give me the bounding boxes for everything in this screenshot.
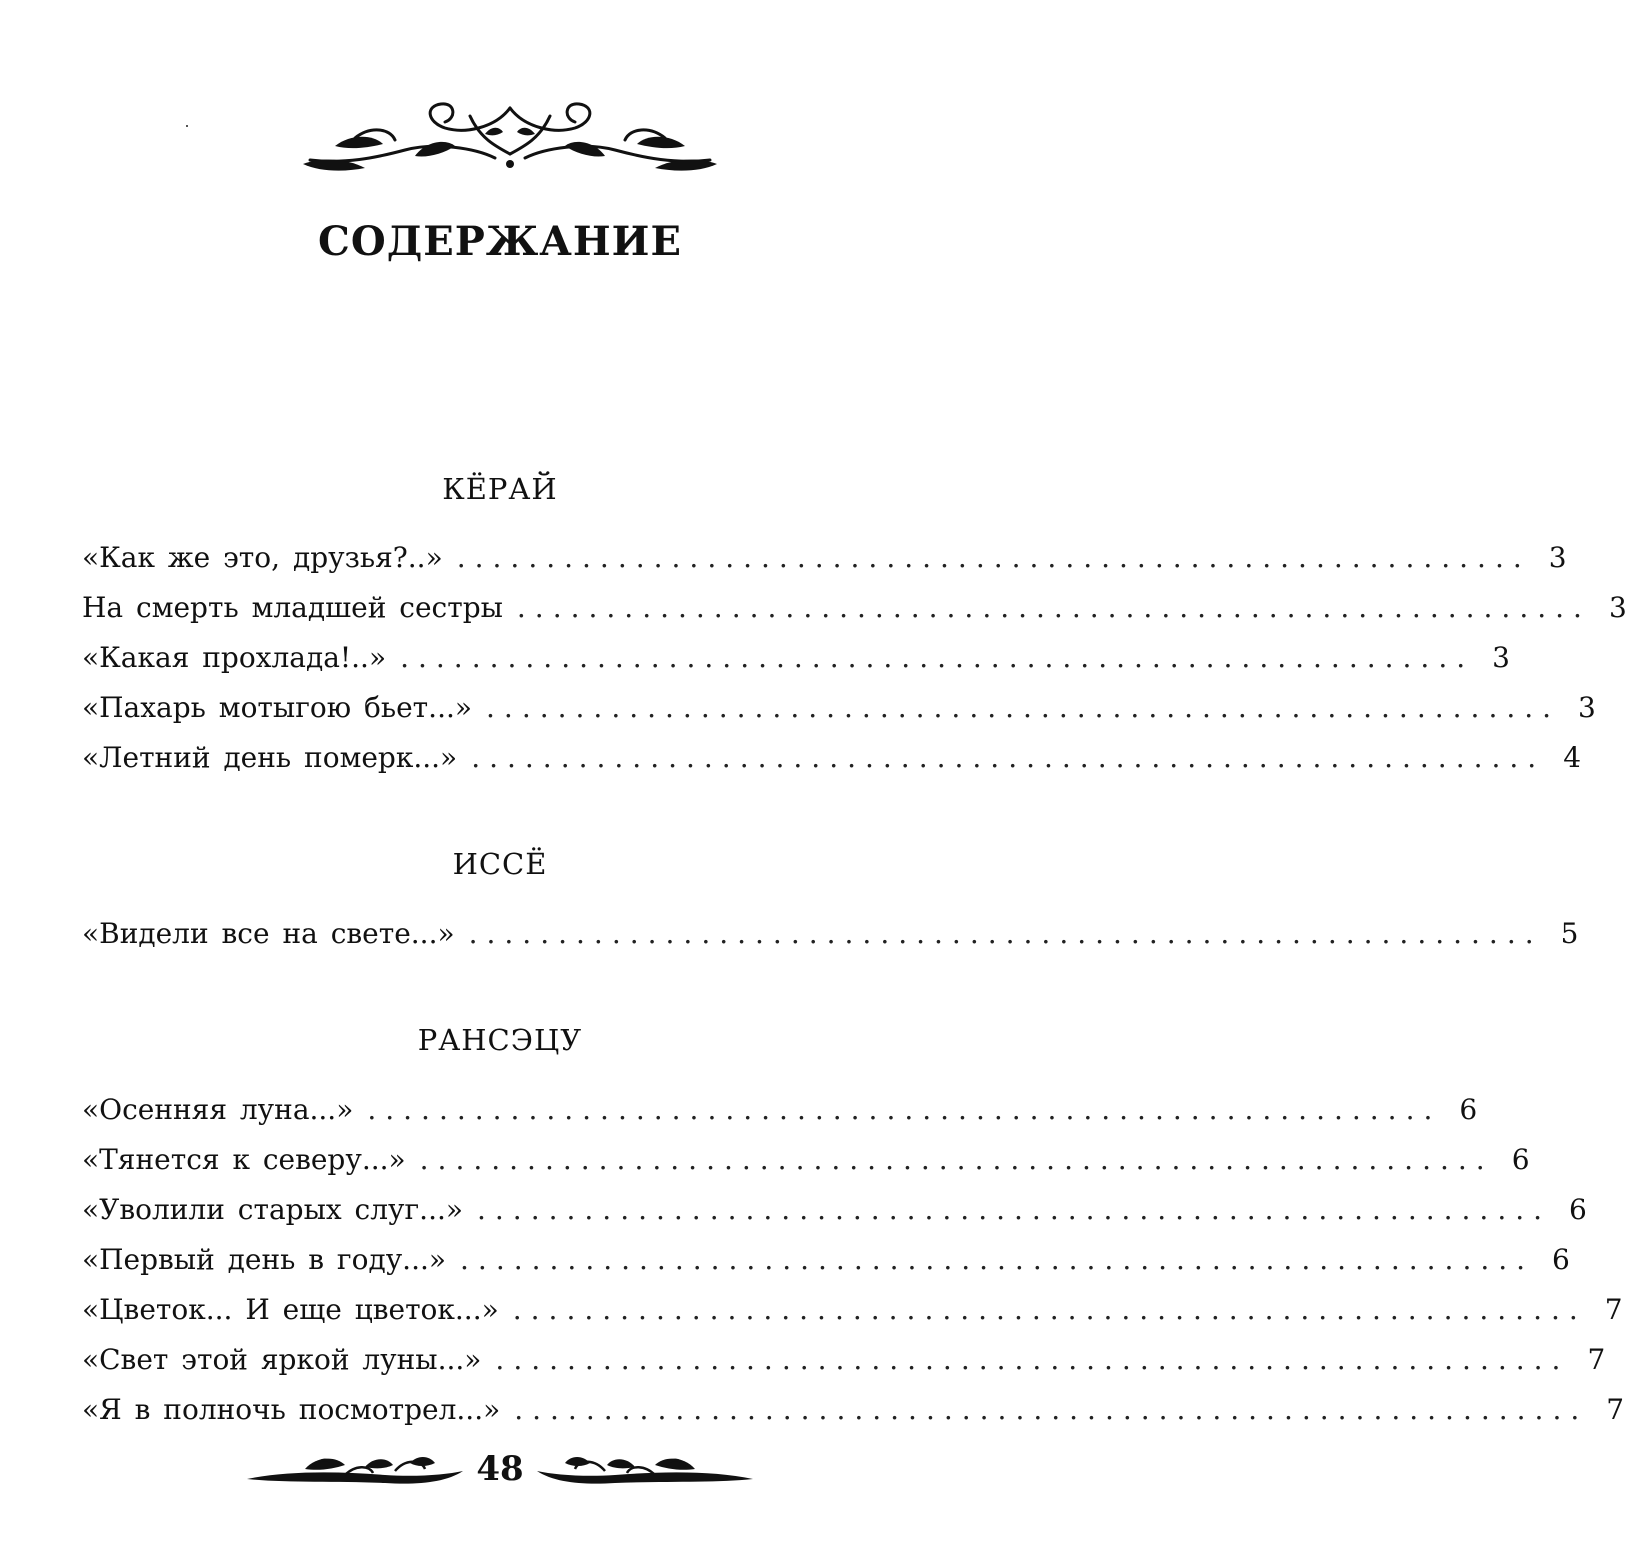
page-number: 48 xyxy=(476,1449,524,1489)
toc-entry[interactable] xyxy=(82,1090,1478,1130)
toc-entry-title: «Уволили старых слуг...» xyxy=(82,1193,463,1226)
dot-leader: ............................................................ xyxy=(419,1143,1494,1176)
dot-leader: ............................................................ xyxy=(495,1343,1570,1376)
section-heading-ransetsu: РАНСЭЦУ xyxy=(417,1023,583,1057)
toc-entry-page: 5 xyxy=(1560,917,1579,950)
dot-leader: ............................................................ xyxy=(460,1243,1535,1276)
toc-entry-page: 3 xyxy=(1492,641,1510,674)
toc-entry-title: «Пахарь мотыгою бьет...» xyxy=(82,691,473,724)
print-speck xyxy=(186,125,188,127)
toc-entry[interactable] xyxy=(82,638,1510,678)
toc-entry-page: 3 xyxy=(1608,591,1627,624)
toc-entry-title: «Какая прохлада!..» xyxy=(82,641,387,674)
toc-entry[interactable] xyxy=(82,1190,1587,1230)
toc-entry-title: «Первый день в году...» xyxy=(82,1243,447,1276)
toc-entry[interactable] xyxy=(82,1290,1623,1330)
toc-entry[interactable] xyxy=(82,1140,1530,1180)
page-footer xyxy=(245,1445,755,1503)
section-heading-kerai: КЁРАЙ xyxy=(442,472,558,506)
toc-entry[interactable] xyxy=(82,1390,1625,1430)
dot-leader: ............................................................ xyxy=(512,1293,1587,1326)
toc-entry-page: 7 xyxy=(1587,1343,1606,1376)
toc-entry-title: «Видели все на свете...» xyxy=(82,917,455,950)
toc-entry-title: «Я в полночь посмотрел...» xyxy=(82,1393,501,1426)
dot-leader: ............................................................ xyxy=(516,591,1591,624)
toc-entry-title: «Как же это, друзья?..» xyxy=(82,541,443,574)
toc-entry[interactable] xyxy=(82,688,1596,728)
toc-entry[interactable] xyxy=(82,738,1582,778)
page-title: СОДЕРЖАНИЕ xyxy=(318,218,682,265)
toc-entry-page: 7 xyxy=(1606,1393,1625,1426)
dot-leader: ............................................................ xyxy=(367,1093,1442,1126)
toc-entry-title: «Летний день померк...» xyxy=(82,741,458,774)
toc-entry[interactable] xyxy=(82,538,1567,578)
toc-entry-page: 4 xyxy=(1563,741,1582,774)
dot-leader: ............................................................ xyxy=(477,1193,1552,1226)
toc-entry-page: 6 xyxy=(1459,1093,1478,1126)
toc-entry-page: 6 xyxy=(1552,1243,1570,1276)
toc-entry-page: 6 xyxy=(1569,1193,1587,1226)
toc-entry-page: 3 xyxy=(1578,691,1596,724)
toc-entry-title: «Цветок... И еще цветок...» xyxy=(82,1293,499,1326)
toc-entry-title: «Осенняя луна...» xyxy=(82,1093,354,1126)
toc-entry[interactable] xyxy=(82,1340,1606,1380)
toc-entry-title: На смерть младшей сестры xyxy=(82,591,503,624)
ornament-footer-right-icon xyxy=(535,1445,755,1495)
toc-entry-page: 7 xyxy=(1604,1293,1623,1326)
dot-leader: ............................................................ xyxy=(514,1393,1589,1426)
toc-entry[interactable] xyxy=(82,914,1579,954)
toc-entry-title: «Тянется к северу...» xyxy=(82,1143,406,1176)
ornament-header-icon xyxy=(295,98,725,180)
toc-entry[interactable] xyxy=(82,1240,1570,1280)
dot-leader: ............................................................ xyxy=(400,641,1475,674)
toc-entry[interactable] xyxy=(82,588,1627,628)
dot-leader: ............................................................ xyxy=(468,917,1543,950)
toc-entry-title: «Свет этой яркой луны...» xyxy=(82,1343,482,1376)
dot-leader: ............................................................ xyxy=(486,691,1561,724)
dot-leader: ............................................................ xyxy=(471,741,1546,774)
section-heading-isse: ИССЁ xyxy=(452,847,548,881)
dot-leader: ............................................................ xyxy=(456,541,1531,574)
toc-entry-page: 3 xyxy=(1548,541,1567,574)
toc-entry-page: 6 xyxy=(1511,1143,1530,1176)
